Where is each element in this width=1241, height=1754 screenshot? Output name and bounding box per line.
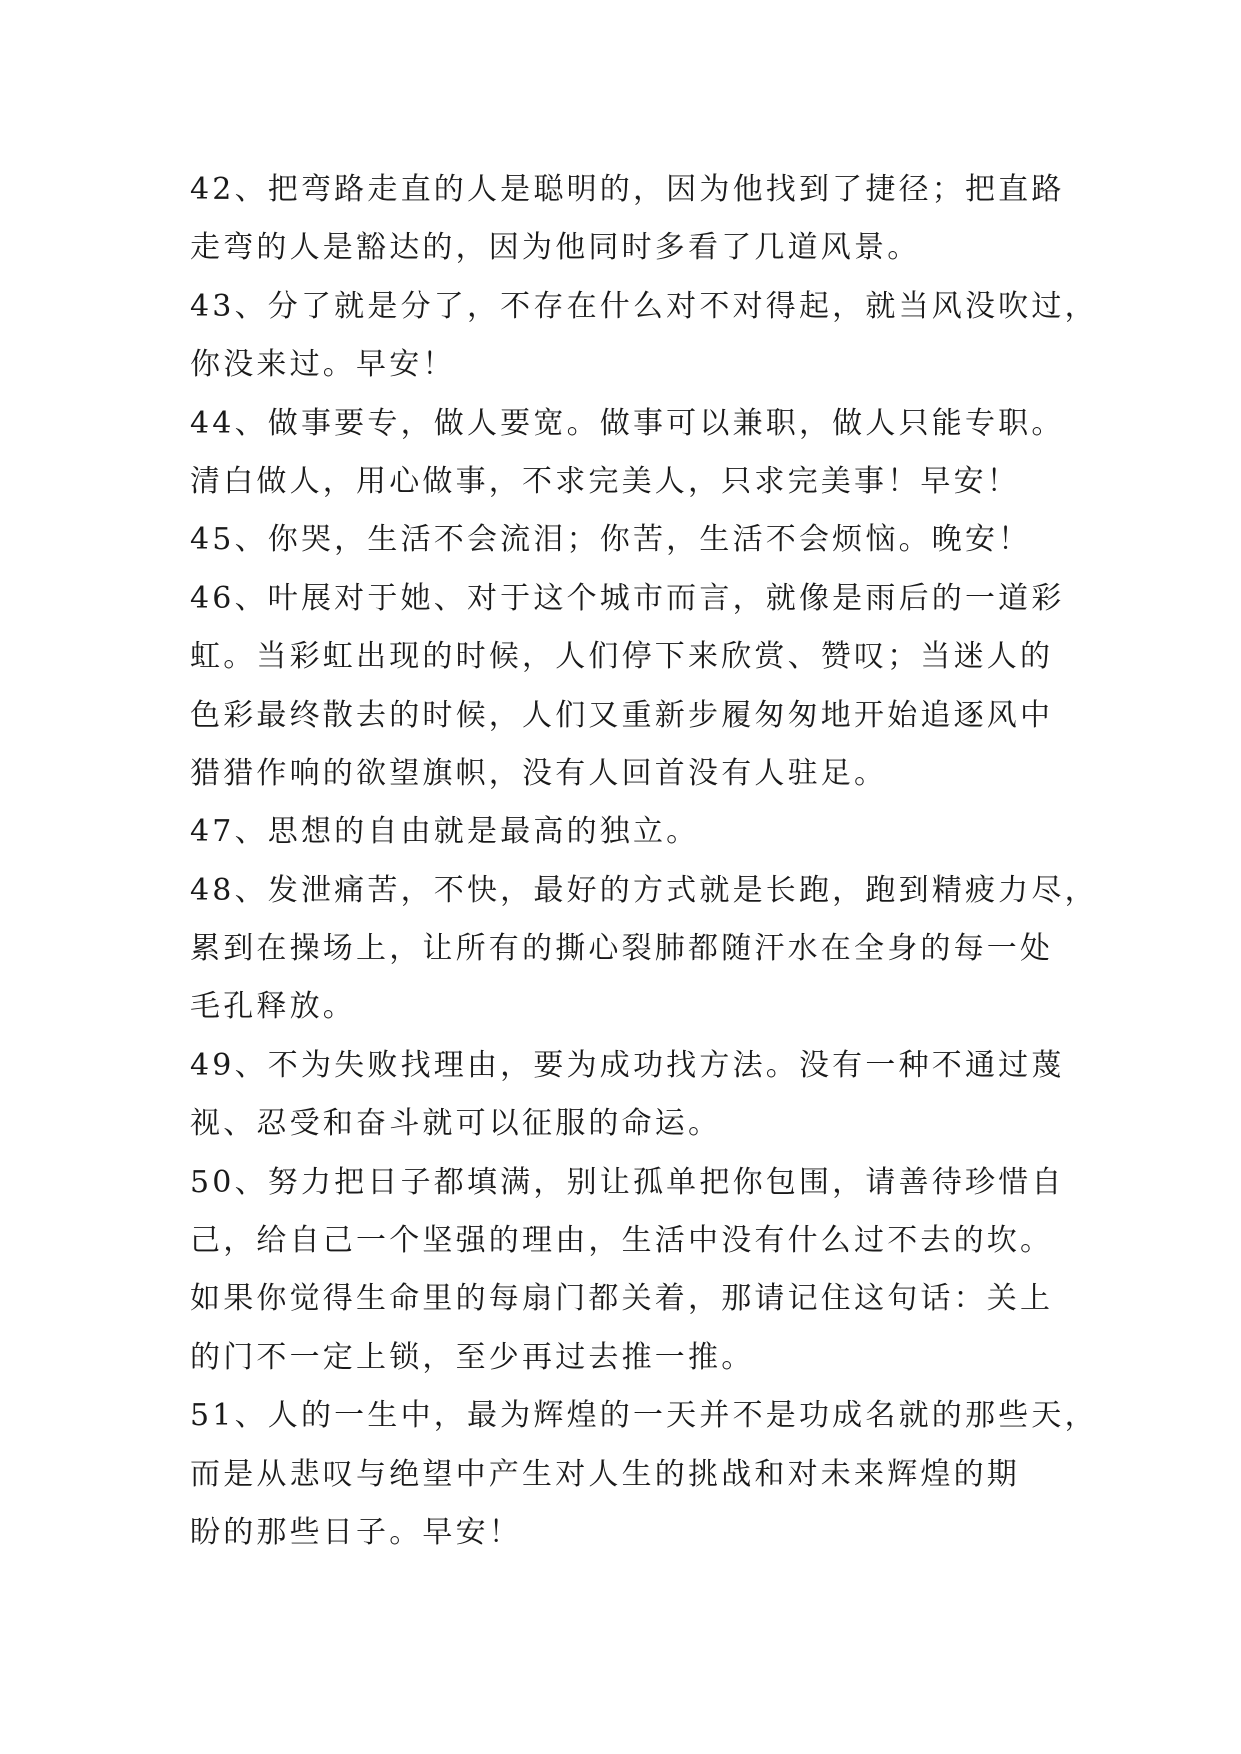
text-line: 猎猎作响的欲望旗帜，没有人回首没有人驻足。 xyxy=(190,755,888,791)
text-line: 如果你觉得生命里的每扇门都关着，那请记住这句话：关上 xyxy=(190,1281,1054,1317)
text-line: 盼的那些日子。早安！ xyxy=(190,1514,522,1550)
text-line: 累到在操场上，让所有的撕心裂肺都随汗水在全身的每一处 xyxy=(190,931,1054,967)
text-line: 己，给自己一个坚强的理由，生活中没有什么过不去的坎。 xyxy=(190,1223,1054,1259)
text-line: 44、做事要专，做人要宽。做事可以兼职，做人只能专职。 xyxy=(190,405,1065,441)
text-line: 走弯的人是豁达的，因为他同时多看了几道风景。 xyxy=(190,230,921,266)
text-line: 45、你哭，生活不会流泪；你苦，生活不会烦恼。晚安！ xyxy=(190,522,1032,558)
text-line: 你没来过。早安！ xyxy=(190,347,456,383)
text-line: 视、忍受和奋斗就可以征服的命运。 xyxy=(190,1106,722,1142)
text-line: 毛孔释放。 xyxy=(190,989,356,1025)
text-line: 47、思想的自由就是最高的独立。 xyxy=(190,814,700,850)
text-line: 43、分了就是分了，不存在什么对不对得起，就当风没吹过， xyxy=(190,288,1098,324)
text-line: 清白做人，用心做事，不求完美人，只求完美事！早安！ xyxy=(190,463,1020,499)
text-line: 的门不一定上锁，至少再过去推一推。 xyxy=(190,1339,755,1375)
text-line: 50、努力把日子都填满，别让孤单把你包围，请善待珍惜自 xyxy=(190,1164,1065,1200)
text-line: 51、人的一生中，最为辉煌的一天并不是功成名就的那些天， xyxy=(190,1398,1098,1434)
text-line: 色彩最终散去的时候，人们又重新步履匆匆地开始追逐风中 xyxy=(190,697,1054,733)
text-line: 46、叶展对于她、对于这个城市而言，就像是雨后的一道彩 xyxy=(190,580,1065,616)
text-line: 49、不为失败找理由，要为成功找方法。没有一种不通过蔑 xyxy=(190,1047,1065,1083)
text-line: 虹。当彩虹出现的时候，人们停下来欣赏、赞叹；当迷人的 xyxy=(190,639,1054,675)
text-line: 48、发泄痛苦，不快，最好的方式就是长跑，跑到精疲力尽， xyxy=(190,872,1098,908)
text-line: 42、把弯路走直的人是聪明的，因为他找到了捷径；把直路 xyxy=(190,172,1065,207)
document-body xyxy=(190,161,1098,1562)
text-line: 而是从悲叹与绝望中产生对人生的挑战和对未来辉煌的期 xyxy=(190,1456,1020,1492)
